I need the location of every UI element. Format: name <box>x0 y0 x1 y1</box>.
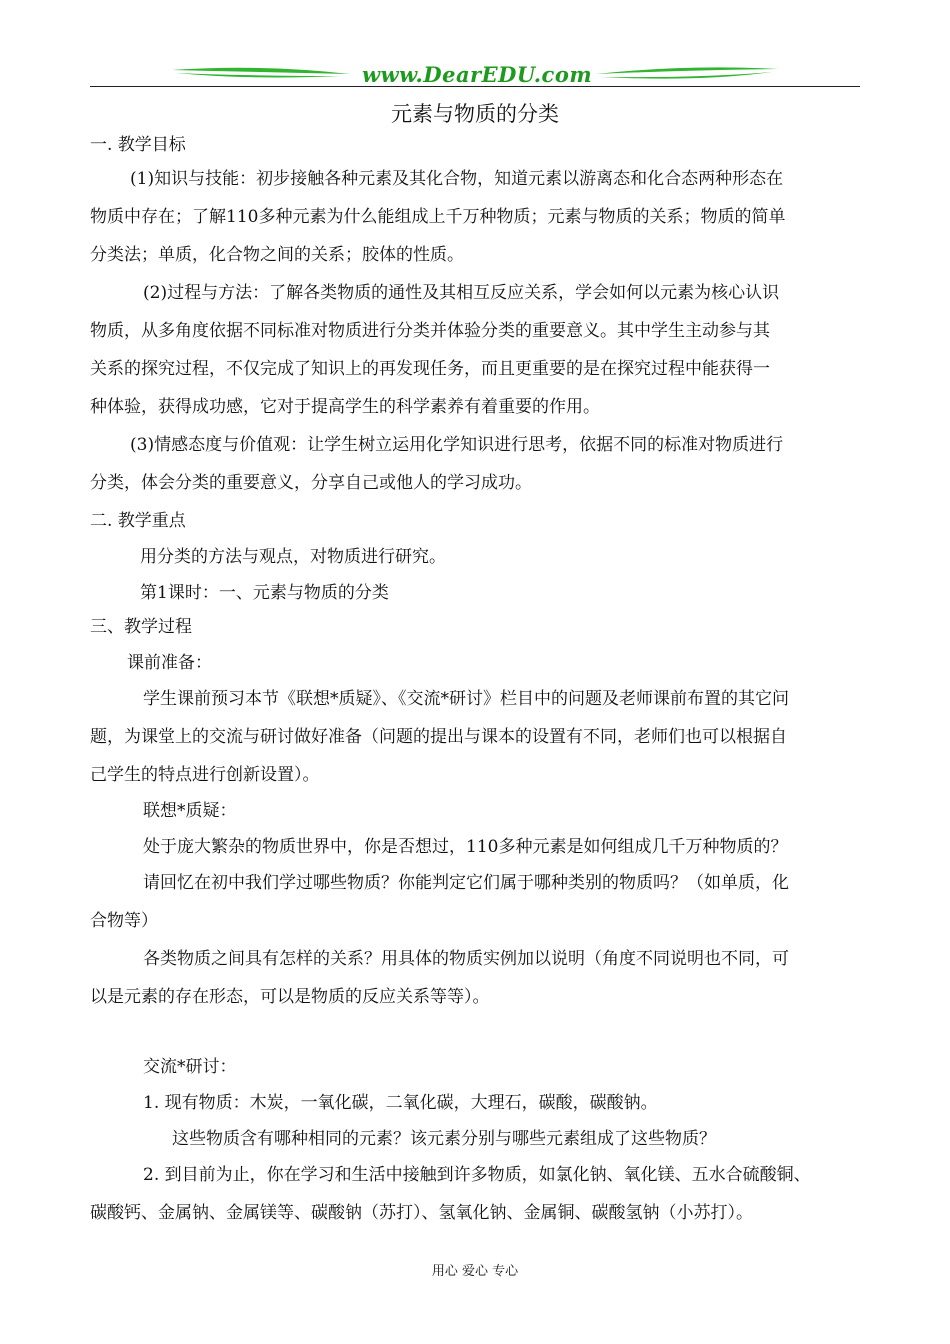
prep-heading: 课前准备： <box>127 653 212 673</box>
objective-1-line-2: 物质中存在；了解110多种元素为什么能组成上千万种物质；元素与物质的关系；物质的简单 <box>90 207 786 227</box>
discussion-heading: 交流*研讨： <box>143 1057 237 1077</box>
section-heading-process: 三、教学过程 <box>90 617 192 637</box>
association-question-2-line-2: 合物等） <box>90 911 158 931</box>
prep-line-2: 题，为课堂上的交流与研讨做好准备（问题的提出与课本的设置有不同，老师们也可以根据自 <box>90 727 787 747</box>
prep-line-3: 己学生的特点进行创新设置）。 <box>90 765 320 785</box>
association-question-3-line-2: 以是元素的存在形态，可以是物质的反应关系等等）。 <box>90 987 490 1007</box>
document-title: 元素与物质的分类 <box>391 102 559 126</box>
association-question-3-line-1: 各类物质之间具有怎样的关系？用具体的物质实例加以说明（角度不同说明也不同，可 <box>143 949 789 969</box>
section-heading-key-points: 二. 教学重点 <box>90 511 186 531</box>
section-heading-objectives: 一. 教学目标 <box>90 135 186 155</box>
objective-2-line-3: 关系的探究过程，不仅完成了知识上的再发现任务，而且更重要的是在探究过程中能获得一 <box>90 359 770 379</box>
key-point-text: 用分类的方法与观点，对物质进行研究。 <box>140 547 446 567</box>
objective-1-line-1: (1)知识与技能：初步接触各种元素及其化合物，知道元素以游离态和化合态两种形态在 <box>130 169 784 189</box>
objective-3-line-1: (3)情感态度与价值观：让学生树立运用化学知识进行思考，依据不同的标准对物质进行 <box>130 435 784 455</box>
objective-2-line-1: (2)过程与方法：了解各类物质的通性及其相互反应关系，学会如何以元素为核心认识 <box>143 283 780 303</box>
objective-2-line-4: 种体验，获得成功感，它对于提高学生的科学素养有着重要的作用。 <box>90 397 600 417</box>
discussion-item-2-line-2: 碳酸钙、金属钠、金属镁等、碳酸钠（苏打）、氢氧化钠、金属铜、碳酸氢钠（小苏打）。 <box>90 1203 753 1223</box>
discussion-item-2-line-1: 2. 到目前为止，你在学习和生活中接触到许多物质，如氯化钠、氧化镁、五水合硫酸铜、 <box>143 1165 811 1185</box>
site-logo-text: www.DearEDU.com <box>361 62 593 87</box>
objective-2-line-2: 物质，从多角度依据不同标准对物质进行分类并体验分类的重要意义。其中学生主动参与其 <box>90 321 770 341</box>
association-question-1: 处于庞大繁杂的物质世界中，你是否想过，110多种元素是如何组成几千万种物质的？ <box>143 837 788 857</box>
page-footer: 用心 爱心 专心 <box>431 1264 519 1279</box>
association-heading: 联想*质疑： <box>143 801 237 821</box>
header-divider <box>90 86 860 87</box>
association-question-2-line-1: 请回忆在初中我们学过哪些物质？你能判定它们属于哪种类别的物质吗？（如单质，化 <box>143 873 789 893</box>
objective-3-line-2: 分类，体会分类的重要意义，分享自己或他人的学习成功。 <box>90 473 532 493</box>
lesson-label: 第1课时：一、元素与物质的分类 <box>140 583 389 603</box>
prep-line-1: 学生课前预习本节《联想*质疑》、《交流*研讨》栏目中的问题及老师课前布置的其它问 <box>143 689 789 709</box>
discussion-item-1: 1. 现有物质：木炭，一氧化碳，二氧化碳，大理石，碳酸，碳酸钠。 <box>143 1093 658 1113</box>
discussion-item-1-question: 这些物质含有哪种相同的元素？该元素分别与哪些元素组成了这些物质？ <box>172 1129 716 1149</box>
objective-1-line-3: 分类法；单质，化合物之间的关系；胶体的性质。 <box>90 245 464 265</box>
